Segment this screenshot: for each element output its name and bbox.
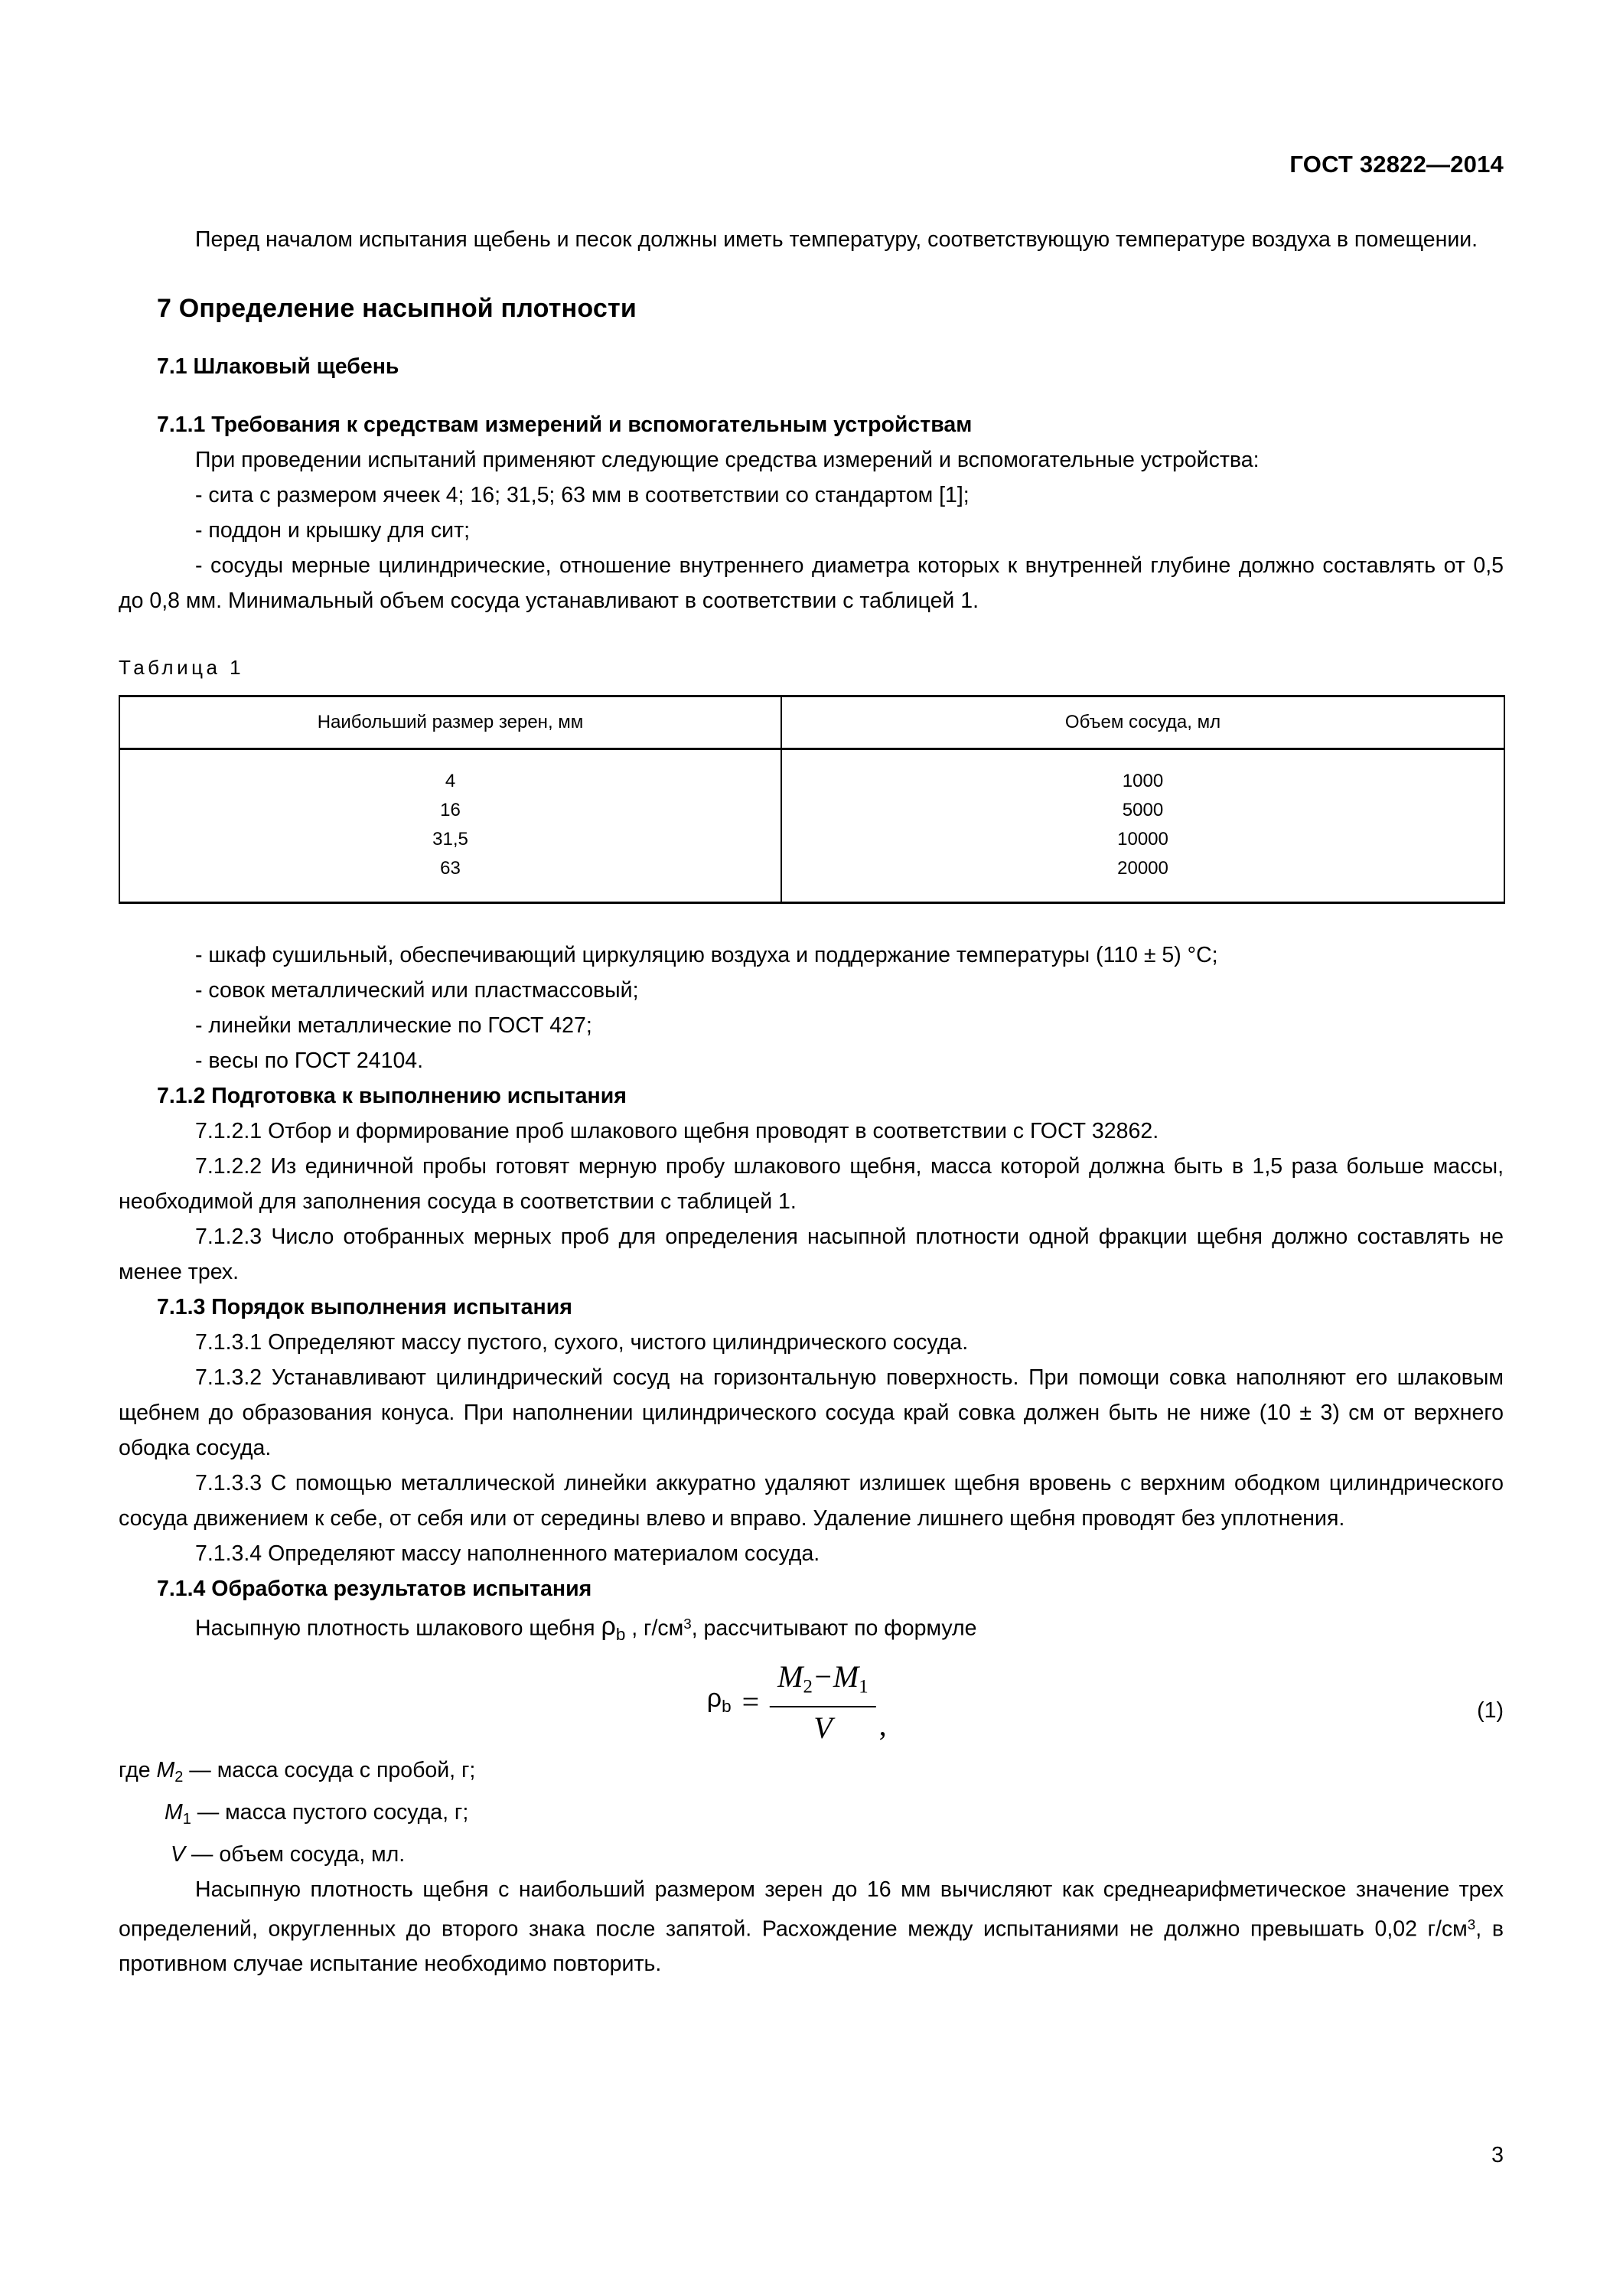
- equipment-item: - совок металлический или пластмассовый;: [195, 978, 639, 1003]
- equipment-item: - сита с размером ячеек 4; 16; 31,5; 63 мм в соответствии со стандартом [1];: [195, 483, 970, 507]
- equipment-item: - весы по ГОСТ 24104.: [195, 1049, 424, 1073]
- cell-vessel-volume: 10000: [781, 825, 1504, 854]
- formula-denominator: V: [813, 1711, 833, 1746]
- column-header-vessel-volume: Объем сосуда, мл: [781, 696, 1504, 749]
- section-7-1-4-heading: 7.1.4 Обработка результатов испытания: [157, 1577, 592, 1601]
- paragraph-7-1-3-1: 7.1.3.1 Определяют массу пустого, сухого, чистого цилиндрического сосуда.: [195, 1330, 969, 1355]
- formula-trailing-comma: ,: [878, 1707, 887, 1743]
- paragraph-7-1-2-3: 7.1.2.3 Число отобранных мерных проб для определения насыпной плотности одной фракции щебня должно составлять не менее трех.: [119, 1225, 1504, 1284]
- table-row: [119, 749, 1504, 797]
- spacer: [119, 904, 1504, 938]
- section-7-1-2-heading: 7.1.2 Подготовка к выполнению испытания: [157, 1084, 627, 1108]
- equipment-item: - сосуды мерные цилиндрические, отношение внутреннего диаметра которых к внутренней глубине должно составлять от 0,5 до 0,8 мм. Минимальный объем сосуда устанавливают в соответствии с таблицей 1.: [119, 553, 1504, 613]
- where-line-m1: [119, 1795, 1504, 1837]
- section-7-1-1-heading: 7.1.1 Требования к средствам измерений и вспомогательным устройствам: [157, 413, 973, 437]
- running-header: [119, 150, 1504, 178]
- table-header-row: [119, 696, 1504, 749]
- paragraph-7-1-3-4: 7.1.3.4 Определяют массу наполненного материалом сосуда.: [195, 1541, 820, 1566]
- paragraph-7-1-2-2: 7.1.2.2 Из единичной пробы готовят мерную пробу шлакового щебня, масса которой должна быть в 1,5 раза больше массы, необходимой для заполнения сосуда в соответствии с таблицей 1.: [119, 1154, 1504, 1214]
- table-1: [119, 695, 1505, 904]
- paragraph-7-1-3-2: 7.1.3.2 Устанавливают цилиндрический сосуд на горизонтальную поверхность. При помощи совка наполняют его шлаковым щебнем до образования конуса. При наполнении цилиндрического сосуда край совка должен быть не ниже (10 ± 3) см от верхнего ободка сосуда.: [119, 1365, 1504, 1460]
- formula-lhs: [707, 1681, 732, 1724]
- table-head: [119, 696, 1504, 749]
- spacer: [119, 326, 1504, 349]
- paragraph-7-1-2-1: 7.1.2.1 Отбор и формирование проб шлакового щебня проводят в соответствии с ГОСТ 32862.: [195, 1119, 1159, 1143]
- where-text-v: — объем сосуда, мл.: [185, 1841, 406, 1867]
- cell-grain-size: 31,5: [119, 825, 781, 854]
- table-row: [119, 854, 1504, 903]
- formula-numerator: [770, 1659, 875, 1707]
- formula-rho-subscript: b: [722, 1696, 732, 1716]
- formula-rho-glyph: ρ: [706, 1683, 722, 1713]
- numerator-m2-sub: 2: [803, 1676, 813, 1698]
- numerator-m1-sub: 1: [859, 1676, 869, 1698]
- cell-grain-size: 4: [119, 749, 781, 797]
- cell-grain-size: 63: [119, 854, 781, 903]
- document-body: [119, 222, 1504, 1981]
- rho-symbol: [601, 1612, 626, 1645]
- closing-text-part2: , в противном случае испытание необходимо повторить.: [119, 1916, 1504, 1977]
- equipment-lead: При проведении испытаний применяют следующие средства измерений и вспомогательные устройства:: [195, 448, 1260, 472]
- section-7-1-3-heading: 7.1.3 Порядок выполнения испытания: [157, 1295, 572, 1319]
- cell-vessel-volume: 20000: [781, 854, 1504, 903]
- spacer: [119, 618, 1504, 652]
- formula-block: [119, 1653, 1504, 1753]
- section-7-1-heading: 7.1 Шлаковый щебень: [157, 354, 399, 379]
- where-symbol-sub: 2: [174, 1768, 184, 1786]
- intro-paragraph: Перед началом испытания щебень и песок должны иметь температуру, соответствующую температуре воздуха в помещении.: [195, 227, 1478, 252]
- where-text-m1: — масса пустого сосуда, г;: [191, 1799, 469, 1825]
- formula-lead-in: [119, 1606, 1504, 1653]
- equipment-item: - поддон и крышку для сит;: [195, 518, 471, 543]
- spacer: [119, 384, 1504, 407]
- where-symbol-glyph: M: [165, 1799, 183, 1825]
- where-symbol-glyph: M: [156, 1757, 175, 1782]
- closing-exponent: 3: [1467, 1916, 1476, 1932]
- page-number: 3: [1491, 2143, 1504, 2167]
- formula-fraction: [770, 1659, 875, 1746]
- table-body: [119, 749, 1504, 903]
- formula-lead-text-after: , рассчитывают по формуле: [691, 1616, 977, 1641]
- rho-glyph: ρ: [601, 1612, 616, 1642]
- table-row: [119, 825, 1504, 854]
- standard-code: ГОСТ 32822—2014: [1289, 151, 1504, 178]
- where-symbol-m1: [165, 1799, 191, 1828]
- where-text-m2: — масса сосуда с пробой, г;: [183, 1757, 476, 1782]
- units-exponent: 3: [683, 1616, 692, 1632]
- column-header-grain-size: Наибольший размер зерен, мм: [119, 696, 781, 749]
- equipment-item: - линейки металлические по ГОСТ 427;: [195, 1013, 592, 1038]
- bulk-density-formula: [707, 1659, 887, 1746]
- cell-vessel-volume: 1000: [781, 749, 1504, 797]
- where-line-m2: [119, 1753, 1504, 1795]
- where-symbol-v: [171, 1842, 185, 1867]
- section-7-heading: 7 Определение насыпной плотности: [157, 294, 637, 323]
- spacer: [119, 683, 1504, 695]
- equipment-item: - шкаф сушильный, обеспечивающий циркуляцию воздуха и поддержание температуры (110 ± 5) °C;: [195, 943, 1218, 967]
- table-row: [119, 796, 1504, 825]
- formula-lead-units: , г/см: [625, 1616, 684, 1641]
- numerator-m2: M: [777, 1658, 803, 1694]
- numerator-m1: M: [833, 1658, 859, 1694]
- formula-minus: −: [812, 1658, 833, 1694]
- cell-grain-size: 16: [119, 796, 781, 825]
- where-symbol-m2: [156, 1757, 184, 1786]
- where-label: где: [119, 1757, 157, 1782]
- where-line-v: [119, 1837, 1504, 1872]
- spacer: [119, 257, 1504, 291]
- where-symbol-glyph: V: [171, 1841, 186, 1867]
- paragraph-7-1-3-3: 7.1.3.3 С помощью металлической линейки аккуратно удаляют излишек щебня вровень с верхним ободком цилиндрического сосуда движением к себе, от себя или от середины влево и вправо. Удаление лишнего щебня проводят без уплотнения.: [119, 1471, 1504, 1531]
- formula-equals: =: [741, 1684, 760, 1720]
- closing-text-part1: Насыпную плотность щебня с наибольший размером зерен до 16 мм вычисляют как среднеарифметическое значение трех определений, округленных до второго знака после запятой. Расхождение между испытаниями не должно превышать 0,02 г/см: [119, 1877, 1504, 1942]
- formula-lead-text-before: Насыпную плотность шлакового щебня: [195, 1616, 601, 1641]
- equation-number: (1): [1477, 1698, 1504, 1723]
- table-caption: Таблица 1: [119, 656, 245, 679]
- where-symbol-sub: 1: [182, 1810, 191, 1828]
- cell-vessel-volume: 5000: [781, 796, 1504, 825]
- closing-paragraph: [119, 1872, 1504, 1981]
- rho-subscript: b: [615, 1625, 626, 1645]
